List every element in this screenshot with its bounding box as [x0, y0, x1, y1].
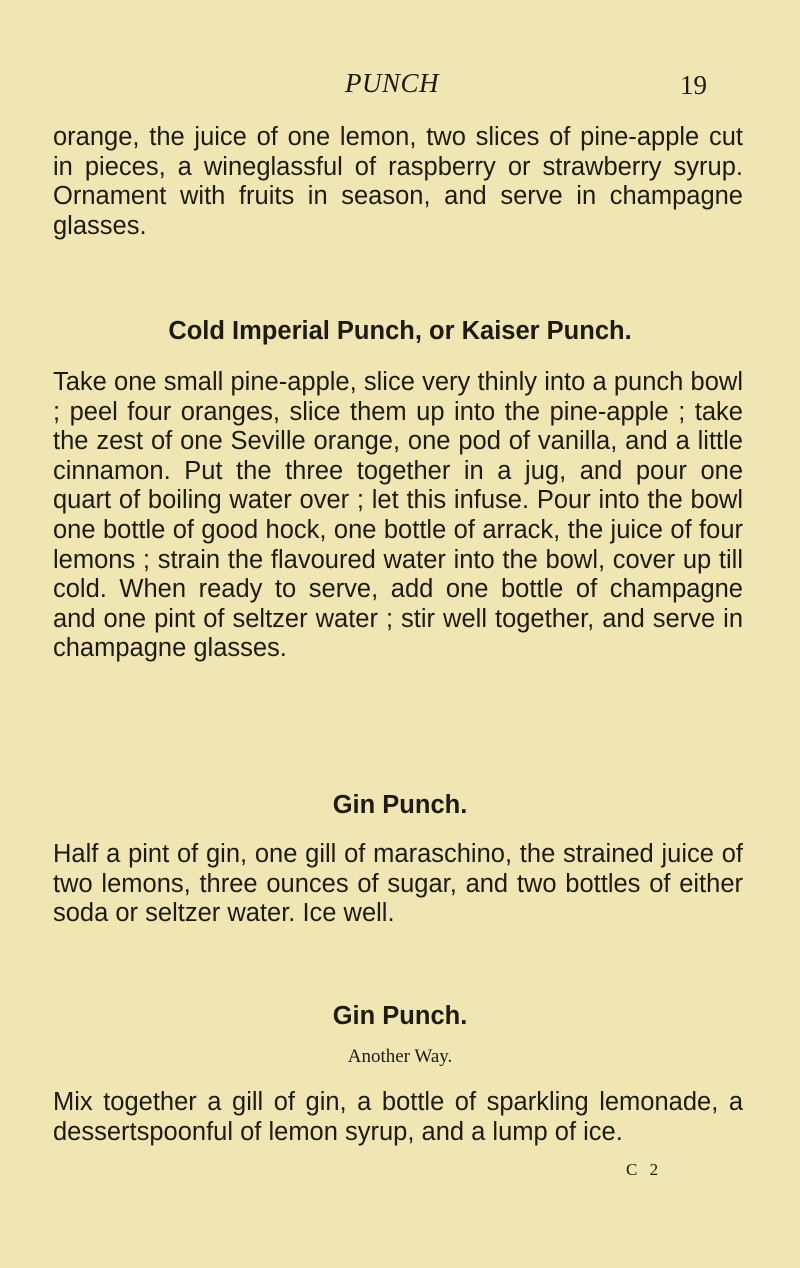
- signature-mark: C 2: [626, 1160, 663, 1179]
- paragraph-gin-punch: Half a pint of gin, one gill of maraschino, the strained juice of two lemons, three ounces of sugar, and two bottles of either soda or seltzer water. Ice well.: [53, 840, 743, 928]
- subheading-another-way: Another Way.: [347, 1046, 453, 1067]
- heading-cold-imperial-punch: Cold Imperial Punch, or Kaiser Punch.: [168, 317, 632, 345]
- page-number: 19: [680, 70, 707, 100]
- running-title: PUNCH: [344, 68, 439, 98]
- heading-gin-punch-another: Gin Punch.: [332, 1002, 468, 1030]
- paragraph-continued-recipe: orange, the juice of one lemon, two slices of pine-apple cut in pieces, a wineglassful of raspberry or strawberry syrup. Ornament with fruits in season, and serve in champagne glasses.: [53, 123, 743, 240]
- paragraph-cold-imperial-punch: Take one small pine-apple, slice very thinly into a punch bowl ; peel four oranges, slice them up into the pine-apple ; take the zest of one Seville orange, one pod of vanilla, and a little cinnamon. Put the three together in a jug, and pour one quart of boiling water over ; let this infuse. Pour into the bowl one bottle of good hock, one bottle of arrack, the juice of four lemons ; strain the flavoured water into the bowl, cover up till cold. When ready to serve, add one bottle of champagne and one pint of seltzer water ; stir well together, and serve in champagne glasses.: [53, 368, 743, 663]
- heading-gin-punch: Gin Punch.: [332, 791, 468, 819]
- running-head: [0, 68, 800, 104]
- paragraph-gin-punch-another: Mix together a gill of gin, a bottle of sparkling lemonade, a dessertspoonful of lemon syrup, and a lump of ice.: [53, 1088, 743, 1146]
